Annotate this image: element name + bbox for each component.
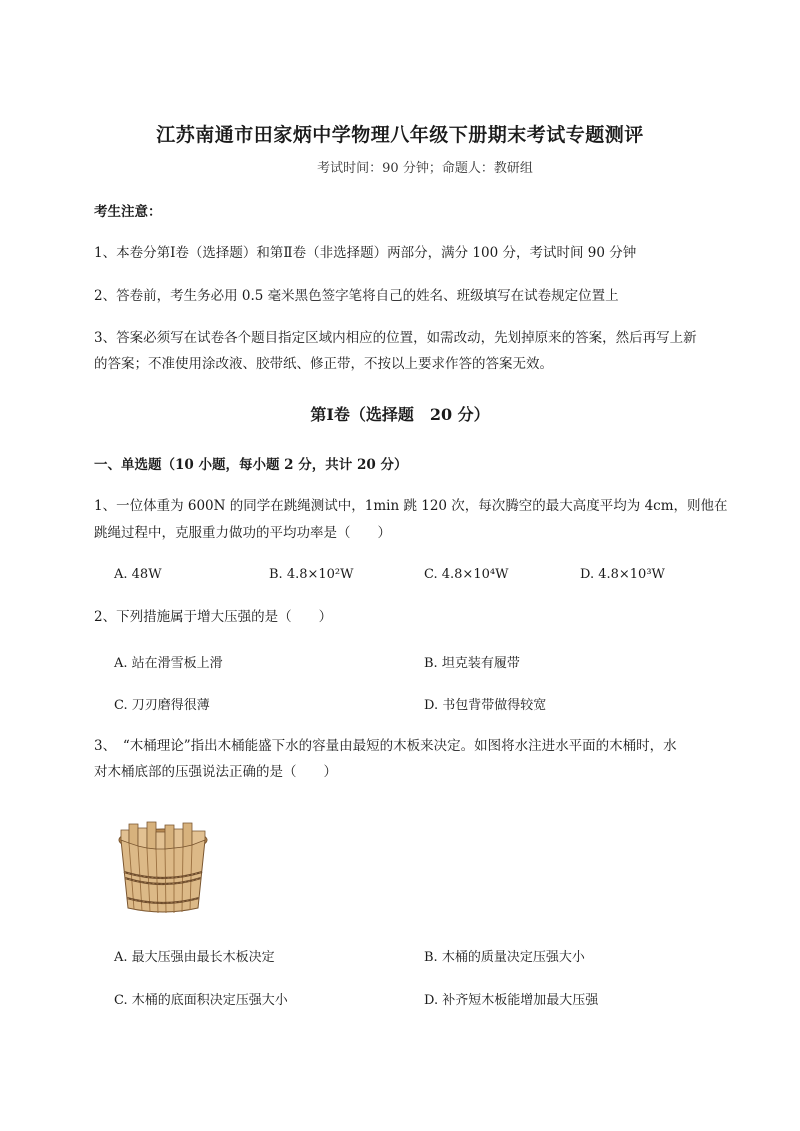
question-1-option-d[interactable]: D. 4.8×10³W <box>580 567 665 582</box>
question-3-option-c[interactable]: C. 木桶的底面积决定压强大小 <box>114 993 288 1008</box>
question-3-option-a[interactable]: A. 最大压强由最长木板决定 <box>114 950 275 965</box>
question-1-option-a[interactable]: A. 48W <box>114 567 162 582</box>
question-1-option-c[interactable]: C. 4.8×10⁴W <box>424 567 509 582</box>
notice-item-2: 2、答卷前，考生务必用 0.5 毫米黑色签字笔将自己的姓名、班级填写在试卷规定位置上 <box>94 288 619 304</box>
notice-item-3-cont: 的答案；不准使用涂改液、胶带纸、修正带，不按以上要求作答的答案无效。 <box>94 356 553 372</box>
question-1-line-2: 跳绳过程中，克服重力做功的平均功率是（ ） <box>94 525 391 541</box>
section-title: 第Ⅰ卷（选择题 20 分） <box>310 405 490 424</box>
page-title: 江苏南通市田家炳中学物理八年级下册期末考试专题测评 <box>156 124 644 146</box>
notice-heading: 考生注意： <box>94 204 162 220</box>
question-2-option-c[interactable]: C. 刀刃磨得很薄 <box>114 698 210 713</box>
notice-item-3: 3、答案必须写在试卷各个题目指定区域内相应的位置，如需改动，先划掉原来的答案，然后再写上新 <box>94 330 697 346</box>
notice-item-1: 1、本卷分第Ⅰ卷（选择题）和第Ⅱ卷（非选择题）两部分，满分 100 分，考试时间 90 分钟 <box>94 245 637 261</box>
question-2-option-d[interactable]: D. 书包背带做得较宽 <box>424 698 547 713</box>
question-2-option-a[interactable]: A. 站在滑雪板上滑 <box>114 656 223 671</box>
wooden-bucket-illustration <box>113 818 213 918</box>
question-1-line-1: 1、一位体重为 600N 的同学在跳绳测试中，1min 跳 120 次，每次腾空的最大高度平均为 4cm，则他在 <box>94 498 728 514</box>
part-heading: 一、单选题（10 小题，每小题 2 分，共计 20 分） <box>94 457 408 473</box>
question-3-line-1: 3、 “木桶理论”指出木桶能盛下水的容量由最短的木板来决定。如图将水注进水平面的木桶时，水 <box>94 738 677 754</box>
question-2-option-b[interactable]: B. 坦克装有履带 <box>424 656 520 671</box>
question-1-option-b[interactable]: B. 4.8×10²W <box>269 567 354 582</box>
question-3-option-b[interactable]: B. 木桶的质量决定压强大小 <box>424 950 585 965</box>
question-3-line-2: 对木桶底部的压强说法正确的是（ ） <box>94 764 337 780</box>
question-2-line-1: 2、下列措施属于增大压强的是（ ） <box>94 609 333 625</box>
exam-info: 考试时间：90 分钟；命题人：教研组 <box>317 161 533 176</box>
question-3-option-d[interactable]: D. 补齐短木板能增加最大压强 <box>424 993 599 1008</box>
